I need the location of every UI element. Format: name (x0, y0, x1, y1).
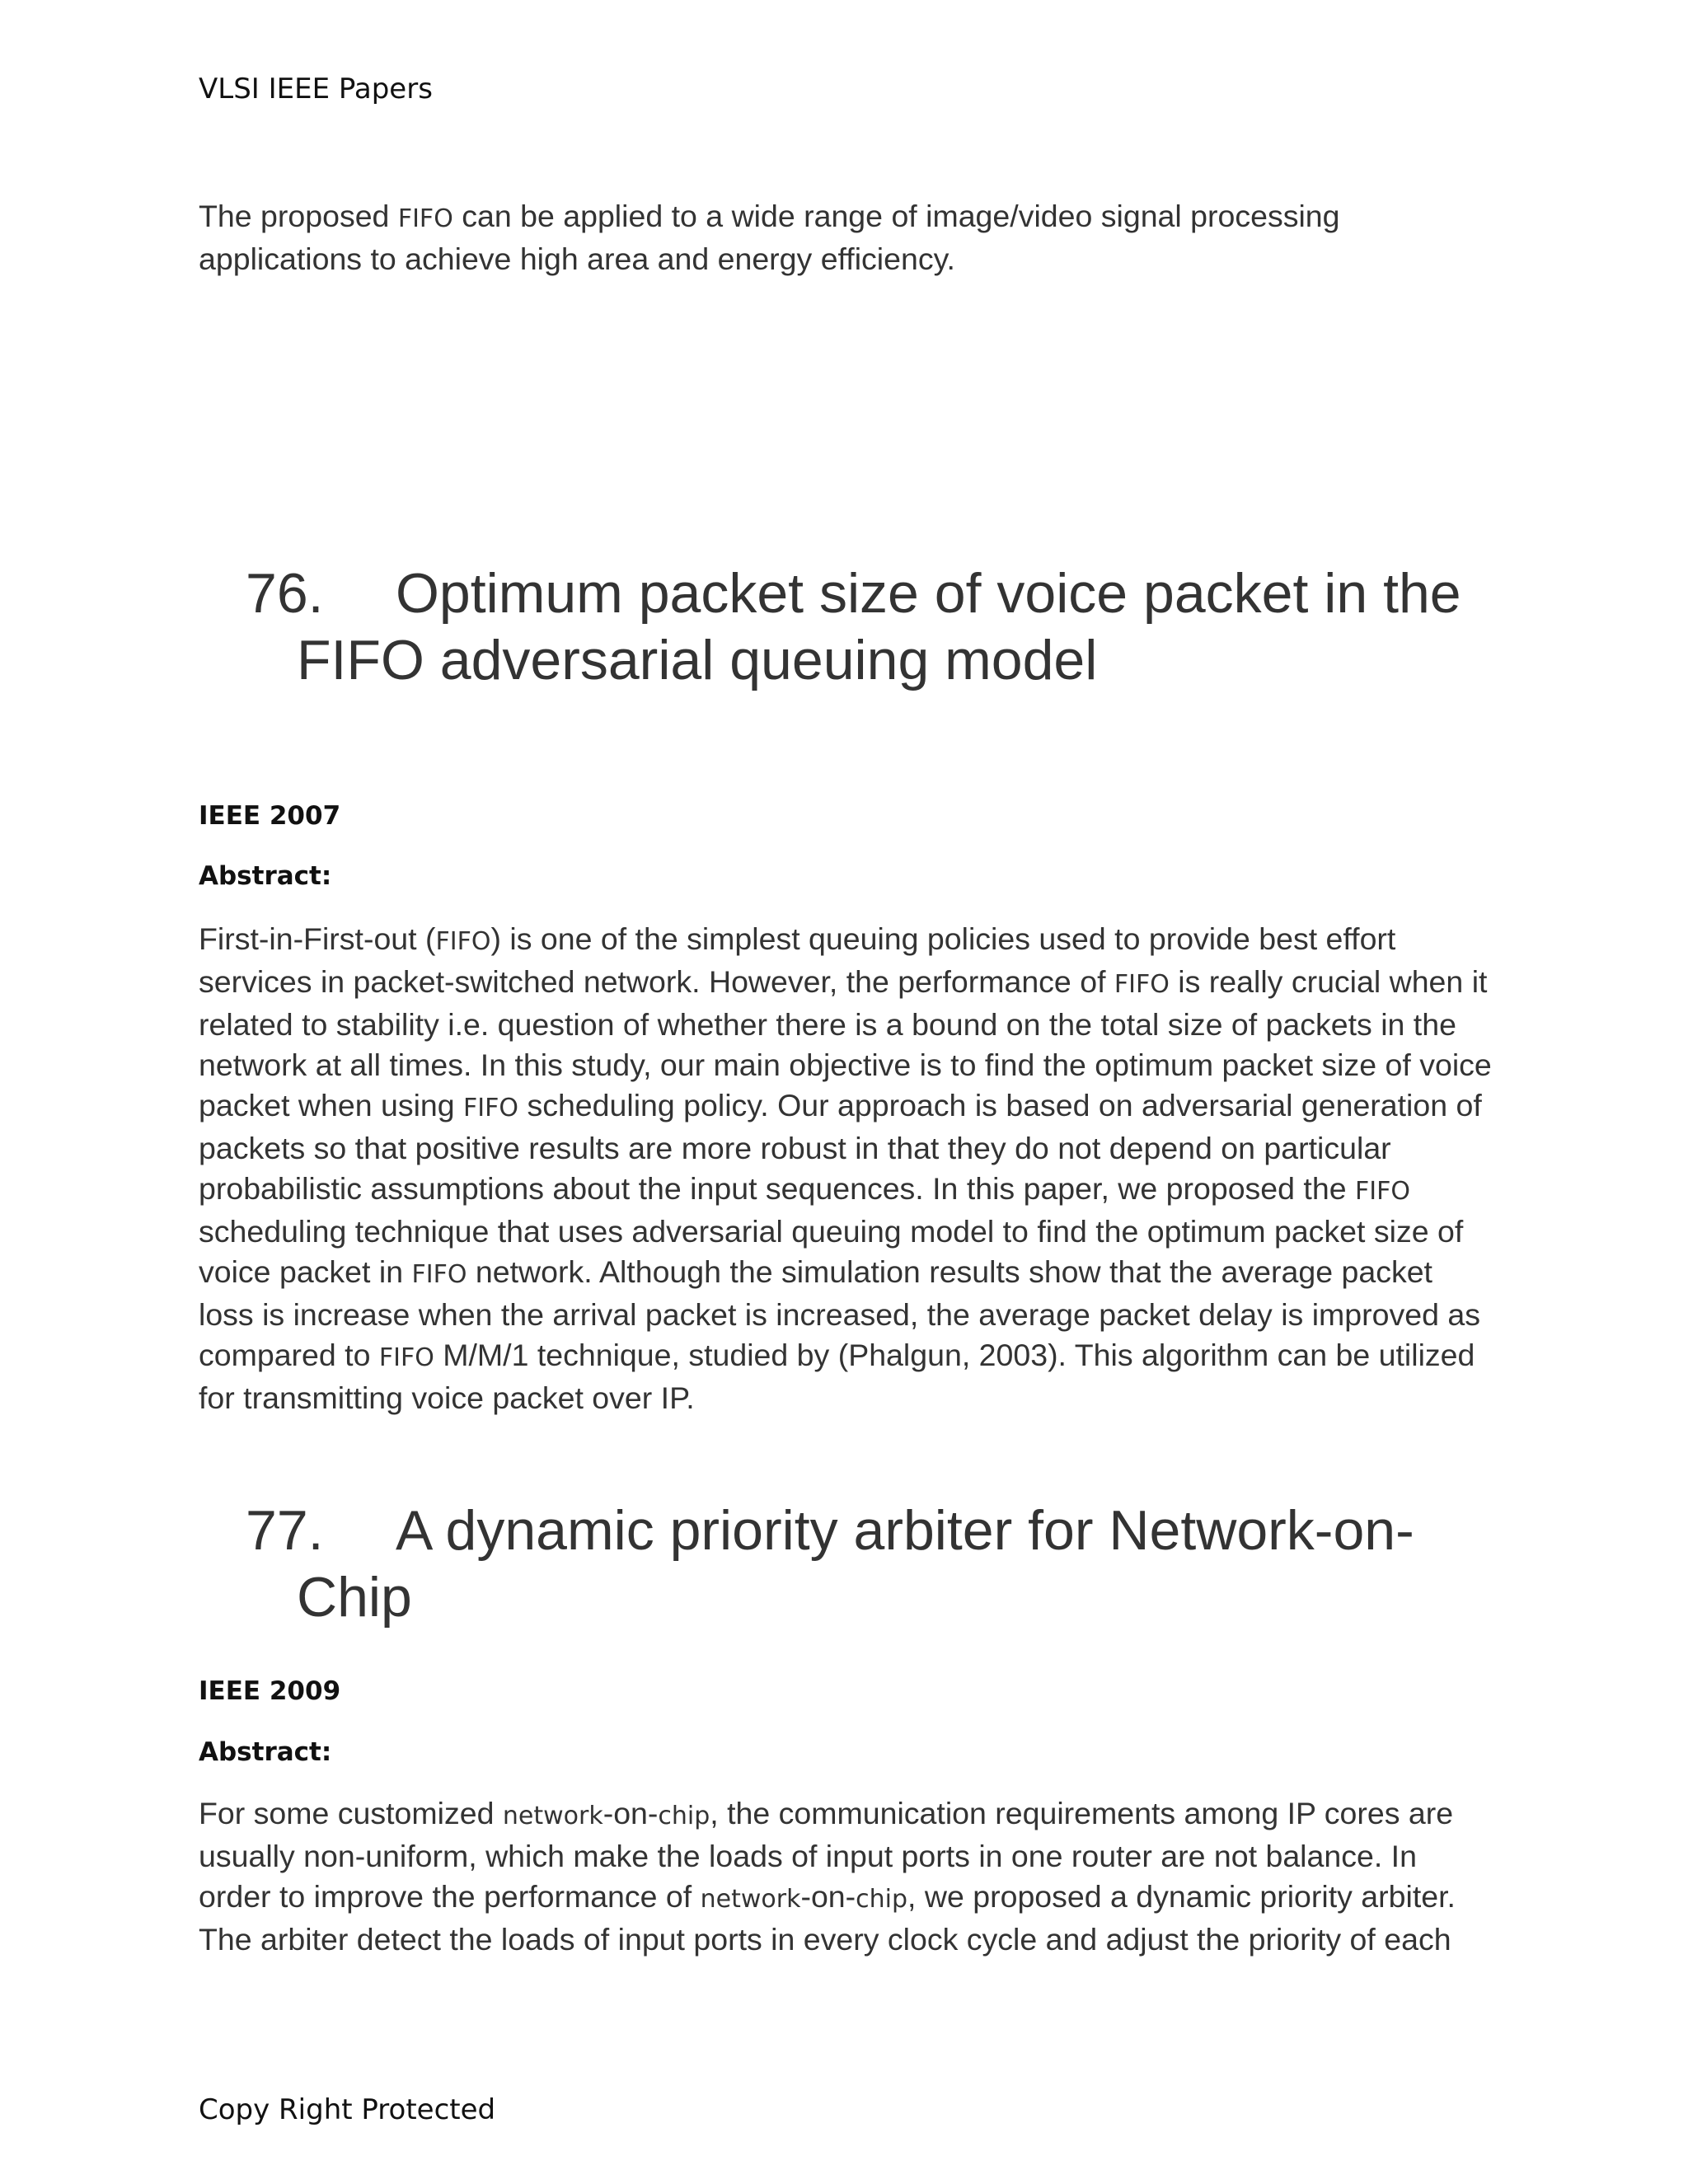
term-fifo: FIFO (463, 1094, 519, 1122)
text-segment: For some customized (199, 1796, 503, 1830)
term-chip: chip (856, 1885, 908, 1914)
title-line-1: A dynamic priority arbiter for Network-on- (396, 1499, 1414, 1562)
text-segment: , the communication requirements among IP cores are usually non-uniform, which make the loads of input ports in one router are not balance. In order to improve the performance of (199, 1796, 1454, 1914)
text-segment: -on- (603, 1796, 659, 1830)
text-segment: M/M/1 technique, studied by (Phalgun, 2003). This algorithm can be utilized for transmitting voice packet over IP. (199, 1338, 1475, 1415)
term-network: network (700, 1885, 801, 1914)
paper-76-year: IEEE 2007 (199, 801, 341, 831)
title-line-2: FIFO adversarial queuing model (297, 629, 1098, 691)
page-footer: Copy Right Protected (199, 2093, 496, 2126)
paper-77-abstract (199, 1793, 1493, 1960)
term-fifo: FIFO (411, 1260, 467, 1289)
paper-76-abstract (199, 919, 1493, 1418)
paper-number: 77. (246, 1499, 324, 1562)
text-segment: First-in-First-out ( (199, 921, 436, 956)
text-segment: can be applied to a wide range of image/video signal processing applications to achieve high area and energy efficiency. (199, 199, 1340, 276)
text-segment: scheduling policy. Our approach is based on adversarial generation of packets so that positive results are more robust in that they do not depend on particular probabilistic assumptions about the input sequences. In this paper, we proposed the (199, 1088, 1482, 1206)
intro-paragraph (199, 196, 1493, 279)
term-fifo: FIFO (435, 927, 491, 956)
text-segment: , we proposed a dynamic priority arbiter. The arbiter detect the loads of input ports in every clock cycle and adjust the priority of each (199, 1879, 1456, 1957)
paper-77-year: IEEE 2009 (199, 1676, 341, 1706)
text-segment: -on- (800, 1879, 856, 1914)
term-chip: chip (658, 1802, 710, 1830)
term-fifo: FIFO (397, 204, 453, 233)
text-segment: scheduling technique that uses adversarial queuing model to find the optimum packet size of voice packet in (199, 1214, 1464, 1289)
text-segment: ) is one of the simplest queuing policies used to provide best effort services in packet-switched network. However, the performance of (199, 921, 1396, 999)
paper-77-title (246, 1497, 1515, 1631)
term-fifo: FIFO (1354, 1177, 1410, 1206)
paper-77-abstract-label: Abstract: (199, 1737, 332, 1767)
text-segment: is really crucial when it related to stability i.e. question of whether there is a bound on the total size of packets in the network at all times. In this study, our main objective is to find the optimum packet size of voice packet when using (199, 964, 1492, 1122)
term-network: network (502, 1802, 603, 1830)
term-fifo: FIFO (378, 1343, 434, 1372)
term-fifo: FIFO (1114, 970, 1170, 999)
title-line-1: Optimum packet size of voice packet in the (396, 562, 1461, 625)
page-header: VLSI IEEE Papers (199, 73, 433, 105)
paper-number: 76. (246, 562, 324, 625)
paper-76-title (246, 560, 1515, 694)
title-line-2: Chip (297, 1566, 412, 1629)
text-segment: network. Although the simulation results show that the average packet loss is increase when the arrival packet is increased, the average packet delay is improved as compared to (199, 1254, 1480, 1372)
paper-76-abstract-label: Abstract: (199, 861, 332, 891)
text-segment: The proposed (199, 199, 398, 233)
